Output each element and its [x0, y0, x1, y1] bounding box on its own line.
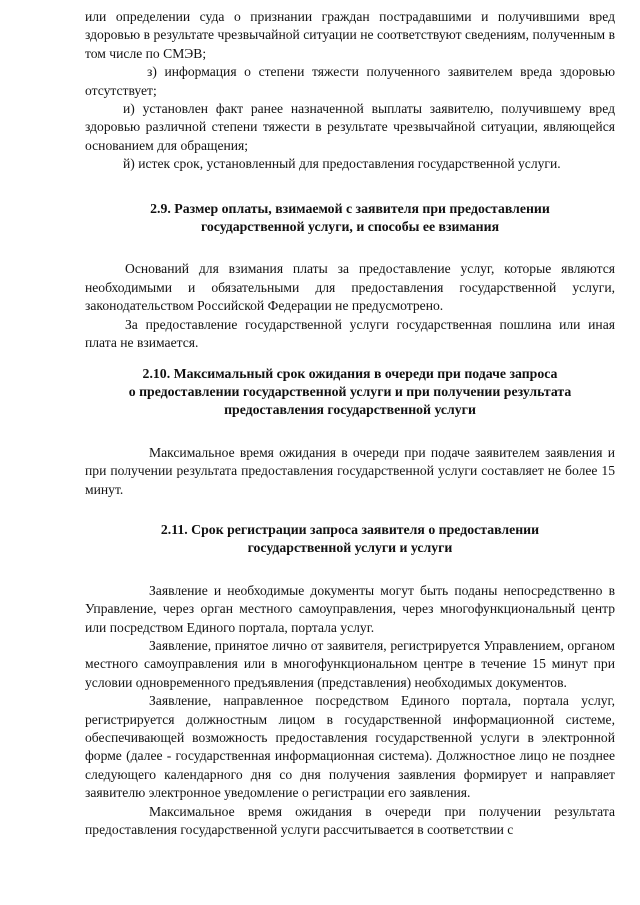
lead-paragraph-1: или определении суда о признании граждан пострадавшими и получившими вред здоровью в результате чрезвычайной ситуации не соответствуют сведениям, полученным в том числе по СМЭВ;	[85, 9, 615, 61]
section-2-9-heading	[85, 200, 615, 237]
section-2-11-paragraph-3: Заявление, направленное посредством Единого портала, портала услуг, регистрируется должностным лицом в государственной информационной системе, обеспечивающей возможность предоставления государственной услуги в электронной форме (далее - государственная информационная система). Должностное лицо не позднее следующего календарного дня со дня получения заявления формирует и направляет заявителю электронное уведомление о регистрации его заявления.	[85, 693, 615, 801]
lead-paragraph-z: з) информация о степени тяжести полученного заявителем вреда здоровью отсутствует;	[85, 64, 615, 98]
section-2-11-paragraph-1: Заявление и необходимые документы могут быть поданы непосредственно в Управление, через орган местного самоуправления, через многофункциональный центр или посредством Единого портала, портала услуг.	[85, 582, 615, 635]
section-2-10-heading-line2: о предоставлении государственной услуги и при получении результата	[128, 383, 572, 399]
section-2-9-heading-line2: государственной услуги, и способы ее взимания	[200, 219, 500, 235]
section-2-10-heading-line3: предоставления государственной услуги	[224, 402, 476, 418]
section-2-10-paragraph-1: Максимальное время ожидания в очереди при подаче заявителем заявления и при получении результата предоставления государственной услуги составляет не более 15 минут.	[85, 444, 615, 497]
section-2-10-heading	[85, 365, 615, 420]
section-2-9-paragraph-1: Оснований для взимания платы за предоставление услуг, которые являются необходимыми и обязательными для предоставления государственной услуги, законодательством Российской Федерации не предусмотрено.	[85, 261, 615, 314]
section-2-9-heading-line1: 2.9. Размер оплаты, взимаемой с заявителя при предоставлении	[150, 200, 550, 216]
section-2-9-paragraph-2: За предоставление государственной услуги государственная пошлина или иная плата не взимается.	[85, 316, 615, 351]
section-2-11-heading-line1: 2.11. Срок регистрации запроса заявителя о предоставлении	[160, 521, 540, 537]
lead-paragraph-y: й) истек срок, установленный для предоставления государственной услуги.	[123, 156, 561, 172]
section-2-10-heading-line1: 2.10. Максимальный срок ожидания в очереди при подаче запроса	[142, 365, 558, 381]
section-2-11-heading	[85, 521, 615, 558]
lead-paragraph-i: и) установлен факт ранее назначенной выплаты заявителю, получившему вред здоровью различной степени тяжести в результате чрезвычайной ситуации, являющейся основанием для обращения;	[85, 101, 615, 153]
section-2-11-paragraph-2: Заявление, принятое лично от заявителя, регистрируется Управлением, органом местного самоуправления или в многофункциональном центре в течение 15 минут при условии одновременного предъявления (представления) необходимых документов.	[85, 637, 615, 690]
section-2-11-heading-line2: государственной услуги и услуги	[247, 540, 453, 556]
section-2-11-paragraph-4: Максимальное время ожидания в очереди при получении результата предоставления государственной услуги рассчитывается в соответствии с	[85, 803, 615, 838]
document-page	[85, 0, 615, 839]
